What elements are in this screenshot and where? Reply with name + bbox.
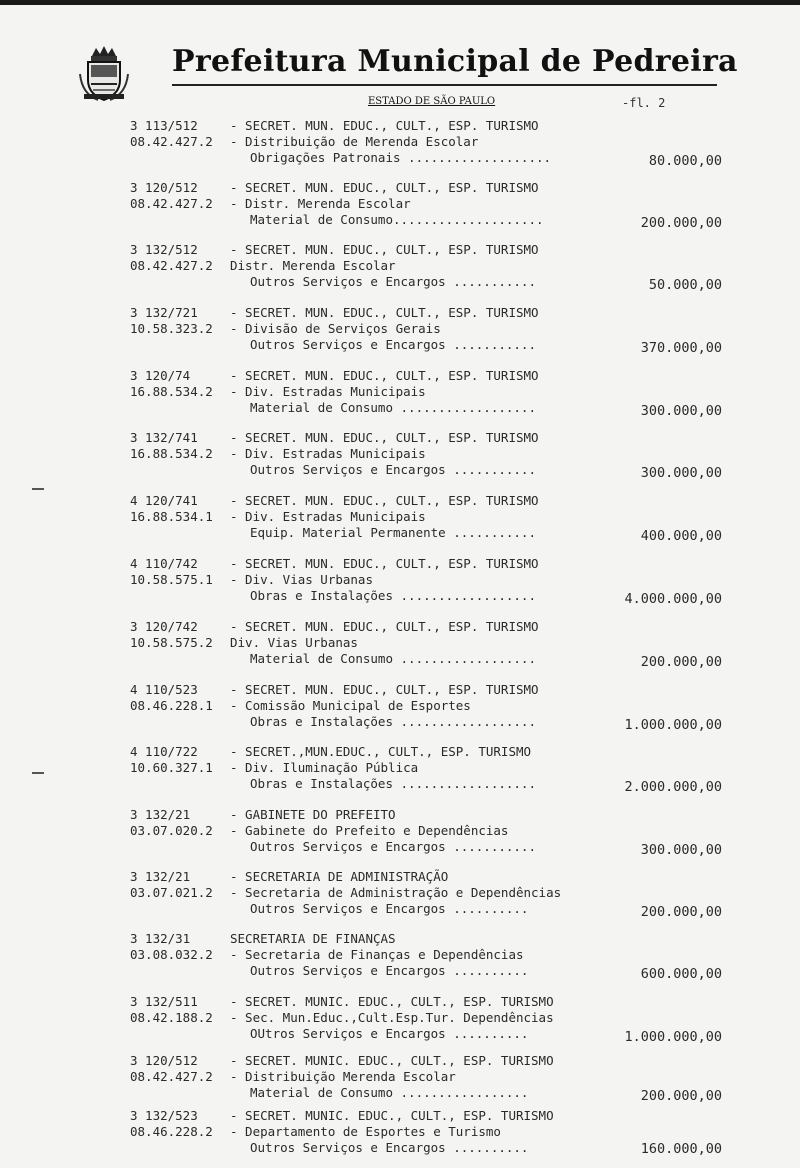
unit-line: - Div. Iluminação Pública (230, 760, 419, 775)
budget-entry (0, 556, 800, 616)
account-code: 4 110/523 (130, 682, 198, 697)
program-code: 08.46.228.1 (130, 698, 213, 713)
department-line: - SECRET. MUN. EDUC., CULT., ESP. TURISMO (230, 430, 539, 445)
amount: 200.000,00 (640, 215, 722, 231)
unit-line: - Div. Estradas Municipais (230, 509, 426, 524)
department-line: - SECRET. MUNIC. EDUC., CULT., ESP. TURISMO (230, 994, 554, 1009)
amount: 1.000.000,00 (624, 717, 722, 733)
department-line: - SECRET. MUN. EDUC., CULT., ESP. TURISMO (230, 556, 539, 571)
department-line: - SECRET. MUN. EDUC., CULT., ESP. TURISMO (230, 118, 539, 133)
unit-line: - Comissão Municipal de Esportes (230, 698, 471, 713)
expense-line: Material de Consumo.................... (250, 212, 544, 227)
account-code: 3 132/21 (130, 869, 191, 884)
department-line: - SECRET. MUN. EDUC., CULT., ESP. TURISMO (230, 682, 539, 697)
expense-line: Outros Serviços e Encargos ........... (250, 337, 536, 352)
amount: 600.000,00 (640, 966, 722, 982)
program-code: 16.88.534.1 (130, 509, 213, 524)
budget-entry (0, 305, 800, 365)
account-code: 3 132/741 (130, 430, 198, 445)
unit-line: - Divisão de Serviços Gerais (230, 321, 441, 336)
account-code: 3 132/512 (130, 242, 198, 257)
expense-line: Outros Serviços e Encargos ........... (250, 839, 536, 854)
unit-line: - Secretaria de Finanças e Dependências (230, 947, 524, 962)
department-line: - SECRET. MUNIC. EDUC., CULT., ESP. TURISMO (230, 1108, 554, 1123)
program-code: 03.07.020.2 (130, 823, 213, 838)
expense-line: Obras e Instalações .................. (250, 714, 536, 729)
budget-entry (0, 869, 800, 929)
page-folio: -fl. 2 (622, 96, 666, 110)
budget-entry (0, 1053, 800, 1113)
expense-line: OUtros Serviços e Encargos .......... (250, 1026, 529, 1041)
account-code: 3 132/31 (130, 931, 191, 946)
unit-line: - Gabinete do Prefeito e Dependências (230, 823, 509, 838)
budget-entry (0, 430, 800, 490)
department-line: - SECRET. MUN. EDUC., CULT., ESP. TURISMO (230, 305, 539, 320)
program-code: 08.42.427.2 (130, 258, 213, 273)
department-line: - SECRET. MUN. EDUC., CULT., ESP. TURISMO (230, 180, 539, 195)
expense-line: Obrigações Patronais ................... (250, 150, 552, 165)
department-line: - SECRET. MUN. EDUC., CULT., ESP. TURISMO (230, 493, 539, 508)
budget-entry (0, 1108, 800, 1168)
expense-line: Outros Serviços e Encargos .......... (250, 963, 529, 978)
unit-line: - Div. Estradas Municipais (230, 446, 426, 461)
department-line: - SECRET. MUN. EDUC., CULT., ESP. TURISMO (230, 242, 539, 257)
account-code: 3 132/511 (130, 994, 198, 1009)
amount: 300.000,00 (640, 403, 722, 419)
amount: 200.000,00 (640, 654, 722, 670)
unit-line: - Distribuição de Merenda Escolar (230, 134, 479, 149)
expense-line: Material de Consumo .................. (250, 400, 536, 415)
amount: 50.000,00 (648, 277, 722, 293)
amount: 4.000.000,00 (624, 591, 722, 607)
coat-of-arms-icon (78, 44, 130, 102)
account-code: 3 132/721 (130, 305, 198, 320)
program-code: 03.08.032.2 (130, 947, 213, 962)
expense-line: Obras e Instalações .................. (250, 776, 536, 791)
amount: 200.000,00 (640, 1088, 722, 1104)
program-code: 16.88.534.2 (130, 384, 213, 399)
amount: 160.000,00 (640, 1141, 722, 1157)
amount: 370.000,00 (640, 340, 722, 356)
account-code: 3 120/74 (130, 368, 191, 383)
unit-line: - Distr. Merenda Escolar (230, 196, 411, 211)
program-code: 08.42.427.2 (130, 196, 213, 211)
unit-line: - Secretaria de Administração e Dependências (230, 885, 562, 900)
department-line: - SECRET. MUN. EDUC., CULT., ESP. TURISMO (230, 619, 539, 634)
budget-entry (0, 931, 800, 991)
expense-line: Material de Consumo ................. (250, 1085, 529, 1100)
account-code: 4 110/742 (130, 556, 198, 571)
unit-line: - Distribuição Merenda Escolar (230, 1069, 456, 1084)
page-title: Prefeitura Municipal de Pedreira (172, 44, 738, 79)
budget-entry (0, 994, 800, 1054)
budget-entry (0, 807, 800, 867)
department-line: - SECRET. MUNIC. EDUC., CULT., ESP. TURISMO (230, 1053, 554, 1068)
department-line: - SECRET.,MUN.EDUC., CULT., ESP. TURISMO (230, 744, 532, 759)
amount: 300.000,00 (640, 465, 722, 481)
amount: 1.000.000,00 (624, 1029, 722, 1045)
program-code: 08.46.228.2 (130, 1124, 213, 1139)
account-code: 3 132/21 (130, 807, 191, 822)
expense-line: Outros Serviços e Encargos ........... (250, 274, 536, 289)
program-code: 08.42.188.2 (130, 1010, 213, 1025)
budget-entry (0, 368, 800, 428)
amount: 200.000,00 (640, 904, 722, 920)
unit-line: - Div. Estradas Municipais (230, 384, 426, 399)
program-code: 08.42.427.2 (130, 1069, 213, 1084)
budget-entry (0, 180, 800, 240)
expense-line: Obras e Instalações .................. (250, 588, 536, 603)
budget-entry (0, 493, 800, 553)
program-code: 10.60.327.1 (130, 760, 213, 775)
expense-line: Material de Consumo .................. (250, 651, 536, 666)
department-line: - GABINETE DO PREFEITO (230, 807, 396, 822)
expense-line: Outros Serviços e Encargos .......... (250, 901, 529, 916)
program-code: 10.58.323.2 (130, 321, 213, 336)
budget-entry (0, 118, 800, 178)
budget-entry (0, 619, 800, 679)
state-subtitle: ESTADO DE SÃO PAULO (368, 96, 496, 107)
expense-line: Equip. Material Permanente ........... (250, 525, 536, 540)
unit-line: Distr. Merenda Escolar (230, 258, 396, 273)
program-code: 16.88.534.2 (130, 446, 213, 461)
department-line: SECRETARIA DE FINANÇAS (230, 931, 396, 946)
program-code: 08.42.427.2 (130, 134, 213, 149)
title-underline (172, 84, 717, 86)
budget-entry (0, 682, 800, 742)
unit-line: - Sec. Mun.Educ.,Cult.Esp.Tur. Dependências (230, 1010, 554, 1025)
expense-line: Outros Serviços e Encargos .......... (250, 1140, 529, 1155)
amount: 300.000,00 (640, 842, 722, 858)
account-code: 3 120/742 (130, 619, 198, 634)
account-code: 3 120/512 (130, 1053, 198, 1068)
department-line: - SECRET. MUN. EDUC., CULT., ESP. TURISMO (230, 368, 539, 383)
budget-entry (0, 242, 800, 302)
amount: 400.000,00 (640, 528, 722, 544)
unit-line: - Div. Vias Urbanas (230, 572, 373, 587)
top-edge-line (0, 0, 800, 5)
account-code: 3 132/523 (130, 1108, 198, 1123)
budget-entry (0, 744, 800, 804)
expense-line: Outros Serviços e Encargos ........... (250, 462, 536, 477)
amount: 80.000,00 (648, 153, 722, 169)
unit-line: Div. Vias Urbanas (230, 635, 358, 650)
account-code: 3 113/512 (130, 118, 198, 133)
account-code: 3 120/512 (130, 180, 198, 195)
program-code: 03.07.021.2 (130, 885, 213, 900)
unit-line: - Departamento de Esportes e Turismo (230, 1124, 501, 1139)
program-code: 10.58.575.1 (130, 572, 213, 587)
account-code: 4 120/741 (130, 493, 198, 508)
account-code: 4 110/722 (130, 744, 198, 759)
department-line: - SECRETARIA DE ADMINISTRAÇÃO (230, 869, 449, 884)
program-code: 10.58.575.2 (130, 635, 213, 650)
amount: 2.000.000,00 (624, 779, 722, 795)
